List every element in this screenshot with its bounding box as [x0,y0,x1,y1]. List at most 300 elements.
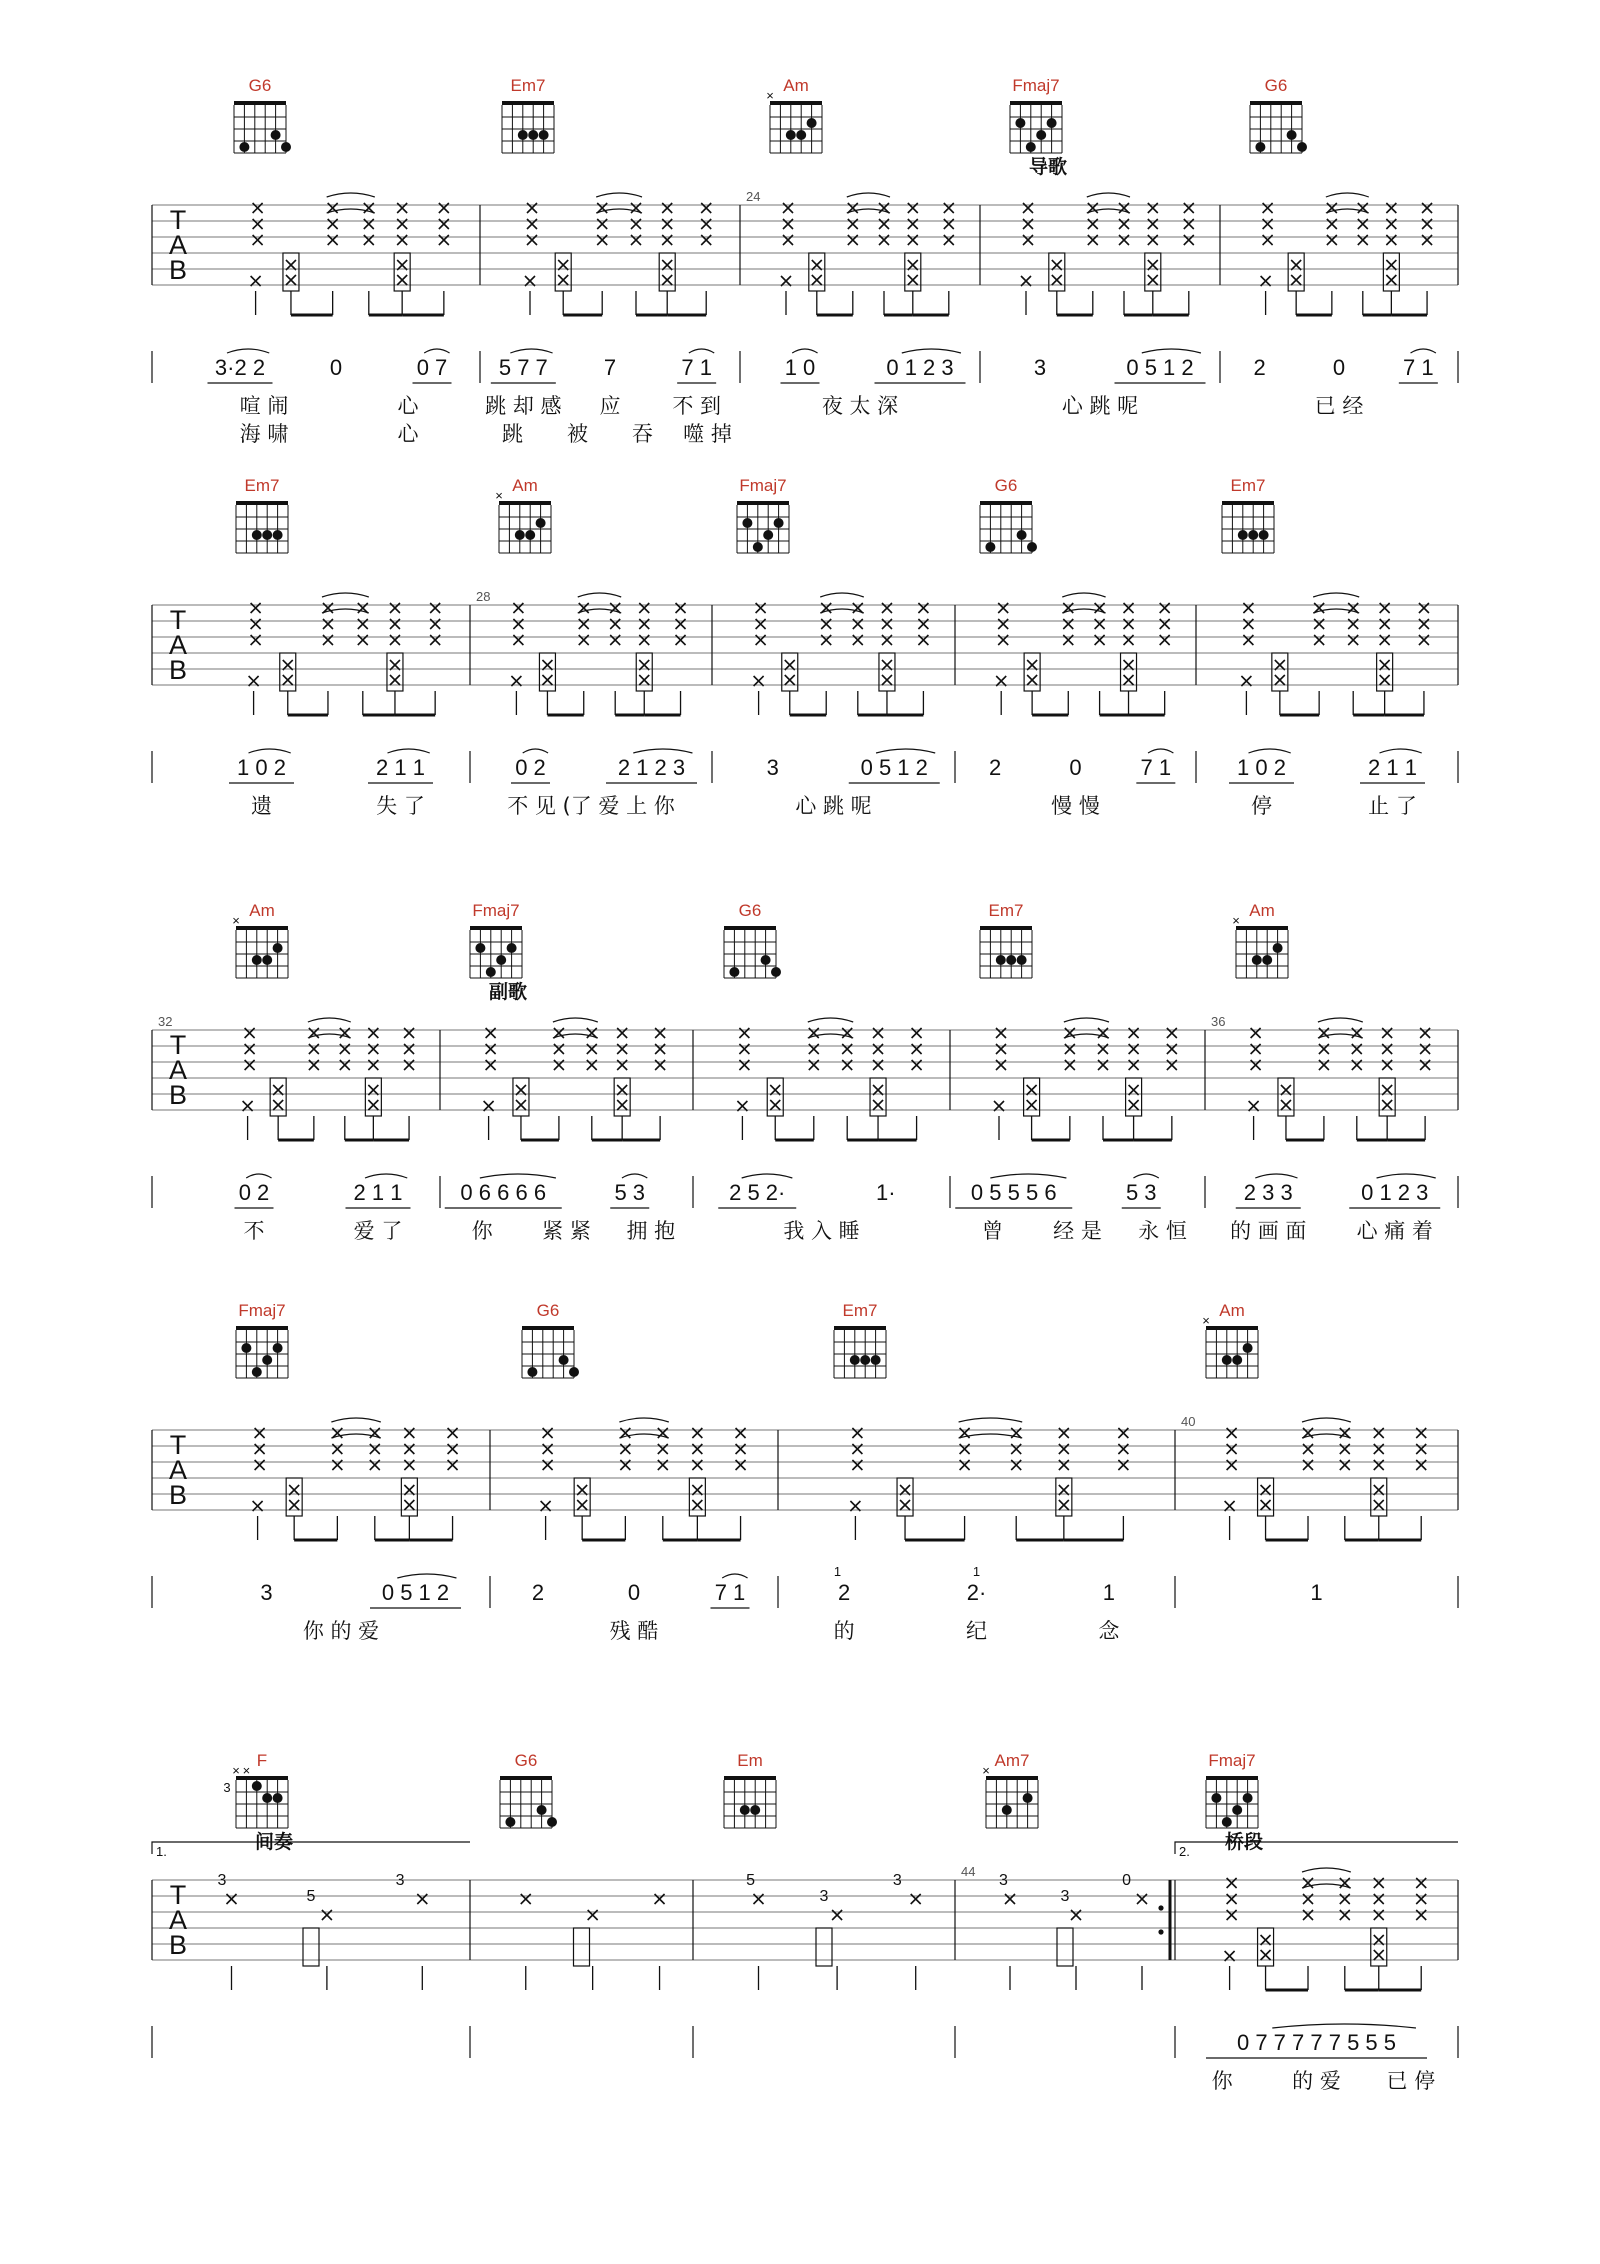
muted-hit-x [770,1100,780,1110]
tie-arc [1318,1018,1363,1022]
chord-name: Fmaj7 [1208,1751,1256,1770]
chord-diagram [982,1751,1038,1828]
mute-mark: × [495,488,503,503]
tab-clef-letter: A [168,630,188,660]
tie-arc [578,593,621,597]
muted-hit-x [1374,1950,1384,1960]
chord-name: Em [737,1751,763,1770]
finger-dot [1027,542,1037,552]
lyric-word: 紧 紧 [542,1219,591,1243]
chord-diagram [522,1301,579,1378]
section-label: 桥段 [1224,1831,1264,1853]
finger-dot [1287,130,1297,140]
finger-dot [1017,530,1027,540]
tie-arc [1326,193,1369,197]
tie-arc [327,193,375,197]
chord-diagram [1250,76,1307,153]
chord-name: Fmaj7 [739,476,787,495]
lyric-word: 已 停 [1386,2069,1436,2093]
finger-dot [262,955,272,965]
tie-arc [902,349,961,353]
lyric-word: 永 恒 [1138,1219,1187,1243]
finger-dot [505,1817,515,1827]
jianpu-group: 2 1 1 [1368,755,1417,780]
jianpu-group: 0 [627,1580,641,1605]
finger-dot [1255,142,1265,152]
chord-diagram [766,76,822,153]
lyric-word: 心 跳 呢 [1061,394,1139,418]
repeat-dot [1158,1905,1163,1910]
chord-diagram [1222,476,1274,553]
tie-arc [1255,1174,1297,1178]
finger-dot [850,1355,860,1365]
muted-hit-x [1261,1950,1271,1960]
chord-diagram [1232,901,1288,978]
bar-number: 24 [746,189,761,204]
finger-dot [539,130,549,140]
finger-dot [518,130,528,140]
lyric-word: 被 [567,422,588,446]
jianpu-group: 7 1 [714,1580,746,1605]
tab-fret-number: 3 [1060,1888,1070,1905]
measure [1254,193,1458,418]
jianpu-group: 0 5 1 2 [381,1580,450,1605]
measure [718,1018,950,1243]
finger-dot [262,1355,272,1365]
muted-hit-x [1052,275,1062,285]
chord-diagram [495,476,551,553]
muted-hit-x [662,275,672,285]
chord-diagram [1202,1301,1258,1378]
lyric-word: 吞 [632,422,653,446]
tie-arc [1064,1018,1109,1022]
muted-hit-x [1261,1500,1271,1510]
measure [253,1418,490,1643]
tie-arc [480,1174,556,1178]
finger-dot [252,530,262,540]
measure [521,1894,693,2058]
jianpu-group: 0 6 6 6 6 [460,1180,547,1205]
chord-name: G6 [514,1751,538,1770]
volta-label: 2. [1179,1844,1190,1859]
jianpu-group: 2 1 1 [353,1180,403,1205]
tie-arc [1249,749,1291,753]
tab-clef-letter: T [169,1880,187,1910]
lyric-word: 你 的 爱 [302,1619,380,1643]
lyric-word: 拥 抱 [626,1219,676,1243]
jianpu-group: 2 5 2· [729,1180,786,1205]
muted-hit-x [908,275,918,285]
bar-number: 32 [158,1014,173,1029]
jianpu-group: 5 3 [1125,1180,1157,1205]
chord-diagram [500,1751,557,1828]
lyric-word: 我 入 睡 [783,1219,860,1243]
tie-arc [388,749,430,753]
muted-hit-x [1148,275,1158,285]
chord-diagram [502,76,554,153]
muted-hit-x [1059,1500,1069,1510]
finger-dot [241,1343,251,1353]
bar-number: 28 [476,589,491,604]
lyric-word: 跳 [502,422,523,446]
chord-name: Am [512,476,538,495]
lyric-word: 遗 [251,794,272,818]
finger-dot [740,1805,750,1815]
finger-dot [559,1355,569,1365]
jianpu-group: 2 [989,755,1002,780]
tie-arc [308,1018,351,1022]
jianpu-group: 0 [1332,355,1346,380]
jianpu-group: 3 [766,755,779,780]
lyric-word: 的 画 面 [1230,1219,1307,1243]
muted-hit-x [542,675,552,685]
chord-diagram [236,476,288,553]
muted-hit-x [368,1100,378,1110]
finger-dot [273,1343,283,1353]
tab-clef-letter: A [168,1455,188,1485]
chord-name: Am [1249,901,1275,920]
system-1 [152,76,1458,446]
muted-hit-x [873,1100,883,1110]
lyric-word: 曾 [982,1219,1003,1243]
jianpu-group: 0 5 1 2 [860,755,928,780]
tab-clef-letter: B [168,255,188,285]
finger-dot [1248,530,1258,540]
tie-arc [227,349,269,353]
chord-diagram [1010,76,1067,178]
finger-dot [273,943,283,953]
jianpu-group: 0 7 7 7 7 7 5 5 5 [1236,2030,1397,2055]
tab-clef-letter: T [169,605,187,635]
mute-mark: × [982,1763,990,1778]
finger-dot [273,530,283,540]
finger-dot [486,967,496,977]
finger-dot [1259,530,1269,540]
chord-diagram [232,901,288,978]
lyric-word: 心 痛 着 [1356,1219,1433,1243]
bar-number: 36 [1211,1014,1226,1029]
measure [1229,593,1458,818]
measure [229,593,470,818]
chord-name: G6 [1264,76,1288,95]
jianpu-group: 2 3 3 [1243,1180,1293,1205]
grace-note: 1 [833,1564,842,1579]
tie-arc [596,193,642,197]
finger-dot [1047,118,1057,128]
tab-fret-number: 3 [892,1872,902,1889]
finger-dot [1211,1793,1221,1803]
tab-clef-letter: T [169,1430,187,1460]
tie-arc [1377,1174,1436,1178]
finger-dot [1262,955,1272,965]
measure [445,1018,693,1243]
chord-diagram [980,901,1032,978]
tie-arc [1087,193,1130,197]
lyric-word: 你 [1211,2069,1233,2093]
measure [235,1018,441,1243]
finger-dot [547,1817,557,1827]
measure [834,1418,1175,1643]
lyric-word: 喧 闹 [239,394,289,418]
muted-hit-x [286,275,296,285]
tie-arc [847,193,890,197]
chord-name: G6 [536,1301,560,1320]
finger-dot [1297,142,1307,152]
tie-arc [331,1418,380,1422]
jianpu-group: 5 7 7 [498,355,548,380]
lyric-word: 不 到 [672,394,722,418]
jianpu-group: 1· [875,1180,896,1205]
finger-dot [527,1367,537,1377]
section-label: 副歌 [488,981,528,1003]
finger-dot [475,943,485,953]
finger-dot [1222,1355,1232,1365]
chord-name: Am [249,901,275,920]
finger-dot [1238,530,1248,540]
measure [754,593,955,818]
lyric-word: 心 [397,394,419,418]
finger-dot [507,943,517,953]
section-label: 间奏 [254,1831,294,1853]
muted-hit-x [1124,675,1134,685]
jianpu-group: 0 [329,355,343,380]
tab-fret-number: 5 [746,1872,756,1889]
chord-diagram [834,1301,886,1378]
measure [1206,1868,1458,2093]
muted-hit-x [1281,1100,1291,1110]
finger-dot [871,1355,881,1365]
finger-dot [860,1355,870,1365]
muted-hit-x [1275,675,1285,685]
mute-mark: × [232,1763,240,1778]
volta-bracket [152,1842,470,1854]
system-4 [152,1301,1458,1643]
tie-arc [553,1018,598,1022]
tie-arc [990,1174,1066,1178]
system-2 [152,476,1458,818]
tab-clef-letter: T [169,205,187,235]
jianpu-group: 2 [1253,355,1266,380]
tie-arc [424,349,449,353]
muted-hit-x [390,675,400,685]
tie-arc [246,1174,271,1178]
tie-arc [1133,1174,1158,1178]
tie-arc [397,1574,456,1578]
finger-dot [525,530,535,540]
measure [989,593,1196,818]
finger-dot [1232,1355,1242,1365]
mute-mark: × [766,88,774,103]
tab-fret-number: 0 [1122,1872,1132,1889]
lyric-word: 心 跳 呢 [795,794,872,818]
jianpu-group: 3 [1033,355,1047,380]
tie-arc [959,1418,1023,1422]
chord-name: G6 [738,901,762,920]
chord-diagram [236,1301,288,1378]
chord-diagram [724,1751,776,1828]
tab-clef-letter: A [168,1055,188,1085]
finger-dot [1002,1805,1012,1815]
tab-fret-number: 3 [395,1872,405,1889]
lyric-word: 心 [397,422,419,446]
tie-arc [1148,749,1173,753]
jianpu-group: 7 1 [1403,355,1434,380]
measure [781,193,981,418]
tab-clef-letter: B [168,655,188,685]
muted-hit-x [1380,675,1390,685]
jianpu-group: 0 2 [238,1180,270,1205]
tie-arc [742,1174,793,1178]
jianpu-group: 0 1 2 3 [1361,1180,1429,1205]
tie-arc [1326,209,1369,213]
tie-arc [510,349,552,353]
muted-hit-x [882,675,892,685]
finger-dot [262,530,272,540]
chord-name: F [256,1751,268,1770]
lyric-word: 跳 却 感 [485,394,562,418]
jianpu-group: 3 [260,1580,273,1605]
finger-dot [239,142,249,152]
bar-number: 44 [961,1864,976,1879]
mute-mark: × [242,1763,251,1778]
lyric-word: 不 见 (了 爱 上 你 [507,794,675,818]
jianpu-group: 7 1 [1140,755,1172,780]
finger-dot [750,1805,760,1815]
finger-dot [753,542,763,552]
jianpu-group: 0 [1069,755,1082,780]
chord-name: G6 [248,76,272,95]
mute-mark: × [1202,1313,1210,1328]
finger-dot [774,518,784,528]
finger-dot [1006,955,1016,965]
jianpu-group: 0 1 2 3 [886,355,954,380]
finger-dot [761,955,771,965]
measure [218,1872,470,2058]
tab-clef-letter: B [168,1480,188,1510]
finger-dot [281,142,291,152]
tie-arc [1411,349,1436,353]
chord-diagram [1206,1751,1263,1853]
chord-name: Fmaj7 [238,1301,286,1320]
finger-dot [1243,1343,1253,1353]
chord-name: Em7 [244,476,280,495]
muted-hit-x [516,1100,526,1110]
finger-dot [252,955,262,965]
lyric-word: 失 了 [376,794,425,818]
measure [208,193,481,446]
tie-arc [622,1174,647,1178]
jianpu-group: 2 1 2 3 [617,755,686,780]
chord-diagram [234,76,291,153]
muted-hit-x [558,275,568,285]
finger-dot [996,955,1006,965]
measure [1230,1018,1458,1243]
jianpu-group: 0 5 5 5 6 [970,1180,1057,1205]
measure [1021,193,1220,418]
chord-name: Em7 [510,76,546,95]
tie-arc [722,1574,747,1578]
tie-arc [1302,1868,1351,1872]
jianpu-group: 2· [966,1580,987,1605]
tie-arc [308,1034,351,1038]
tie-arc [792,349,817,353]
lyric-word: 念 [1098,1619,1120,1643]
muted-hit-x [1291,275,1301,285]
measure [955,1018,1205,1243]
finger-dot [252,1367,262,1377]
chord-name: Fmaj7 [472,901,520,920]
finger-dot [763,530,773,540]
muted-hit-x [1386,275,1396,285]
muted-hit-x [404,1500,414,1510]
tie-arc [365,1174,407,1178]
muted-hit-x [283,675,293,685]
finger-dot [515,530,525,540]
chord-name: Em7 [988,901,1024,920]
tab-fret-number: 3 [998,1872,1008,1889]
tab-fret-number: 3 [217,1872,227,1889]
finger-dot [786,130,796,140]
volta-bracket [1175,1842,1458,1854]
lyric-word: 经 是 [1053,1219,1102,1243]
jianpu-group: 1 [1102,1580,1115,1605]
tab-clef-letter: B [168,1930,188,1960]
jianpu-group: 2 1 1 [376,755,425,780]
jianpu-group: 7 [603,355,617,380]
tie-arc [1062,593,1105,597]
jianpu-group: 5 3 [614,1180,646,1205]
finger-dot [1273,943,1283,953]
chord-diagram [980,476,1037,553]
tab-clef-letter: B [168,1080,188,1110]
muted-hit-x [639,675,649,685]
fret-position-label: 3 [223,1780,231,1795]
finger-dot [807,118,817,128]
lyric-word: 慢 慢 [1051,794,1100,818]
repeat-dot [1158,1929,1163,1934]
muted-hit-x [785,675,795,685]
bar-number: 40 [1181,1414,1196,1429]
finger-dot [1243,1793,1253,1803]
lyric-word: 应 [599,394,621,418]
jianpu-group: 1 [1310,1580,1323,1605]
chord-name: Am [783,76,809,95]
tab-fret-number: 3 [819,1888,829,1905]
muted-hit-x [1374,1500,1384,1510]
lyric-word: 的 爱 [1292,2069,1341,2093]
tie-arc [249,749,291,753]
chord-diagram [223,1751,293,1853]
finger-dot [252,1781,262,1791]
finger-dot [273,1793,283,1803]
tie-arc [523,749,548,753]
chord-diagram [724,901,781,978]
muted-hit-x [1129,1100,1139,1110]
finger-dot [569,1367,579,1377]
lyric-word: 止 了 [1368,794,1417,818]
lyric-word: 已 经 [1314,394,1364,418]
muted-hit-x [1027,675,1037,685]
chord-diagram [737,476,789,553]
jianpu-group: 1 0 2 [237,755,286,780]
tie-arc [619,1418,668,1422]
muted-hit-x [577,1500,587,1510]
finger-dot [537,1805,547,1815]
measure [999,1872,1175,2058]
jianpu-group: 0 2 [515,755,546,780]
finger-dot [742,518,752,528]
chord-name: Fmaj7 [1012,76,1060,95]
